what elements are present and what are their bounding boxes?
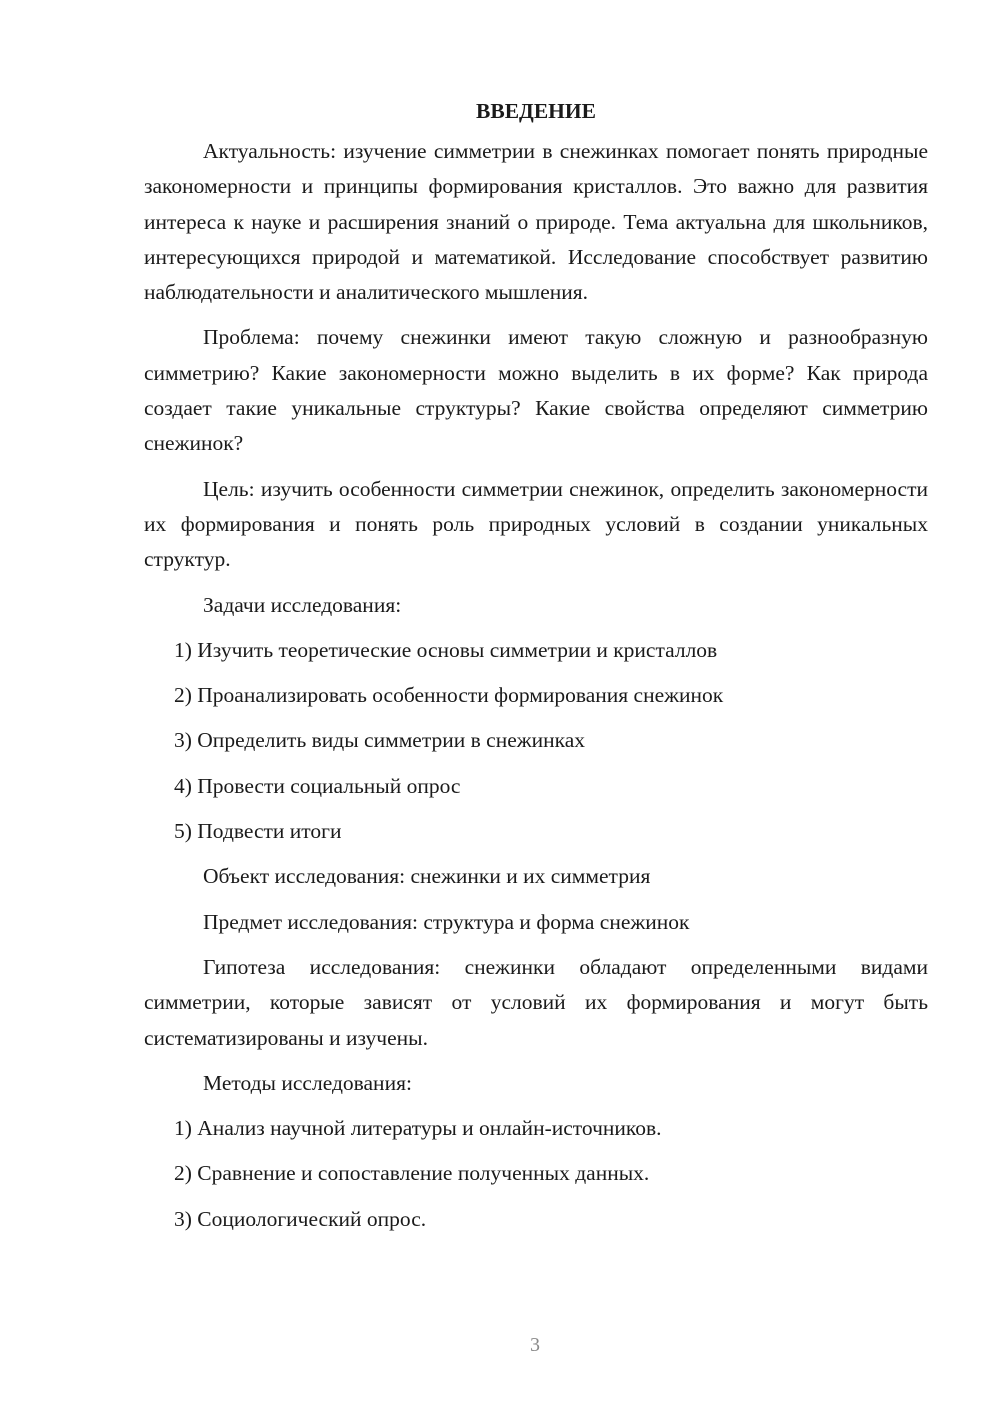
tasks-title: Задачи исследования: [203,592,402,617]
task-item: 1) Изучить теоретические основы симметрии и кристаллов [174,637,718,662]
methods-title: Методы исследования: [203,1070,412,1095]
task-item: 5) Подвести итоги [174,819,342,844]
task-item: 4) Провести социальный опрос [174,773,461,798]
section-heading: ВВЕДЕНИЕ [476,99,596,123]
task-item: 2) Проанализировать особенности формирования снежинок [174,683,724,708]
method-item: 3) Социологический опрос. [174,1206,427,1231]
page-number: 3 [530,1334,540,1356]
hypothesis-paragraph: Гипотеза исследования: снежинки обладают определенными видами симметрии, которые зависят от условий их формирования и могут быть систематизированы и изучены. [144,954,928,1050]
task-item: 3) Определить виды симметрии в снежинках [174,728,586,753]
goal-paragraph: Цель: изучить особенности симметрии снежинок, определить закономерности их формирования и понять роль природных условий в создании уникальных структур. [144,476,928,572]
method-item: 2) Сравнение и сопоставление полученных данных. [174,1161,650,1186]
method-item: 1) Анализ научной литературы и онлайн-источников. [174,1116,662,1141]
relevance-paragraph: Актуальность: изучение симметрии в снежинках помогает понять природные закономерности и принципы формирования кристаллов. Это важно для развития интереса к науке и расширения знаний о природе. Тема актуальна для школьников, интересующихся природой и математикой. Исследование способствует развитию наблюдательности и аналитического мышления. [144,139,928,305]
research-object: Объект исследования: снежинки и их симметрия [203,864,651,889]
problem-paragraph: Проблема: почему снежинки имеют такую сложную и разнообразную симметрию? Какие закономерности можно выделить в их форме? Как природа создает такие уникальные структуры? Какие свойства определяют симметрию снежинок? [144,325,928,456]
page-content [144,96,928,1247]
research-subject: Предмет исследования: структура и форма снежинок [203,909,690,934]
